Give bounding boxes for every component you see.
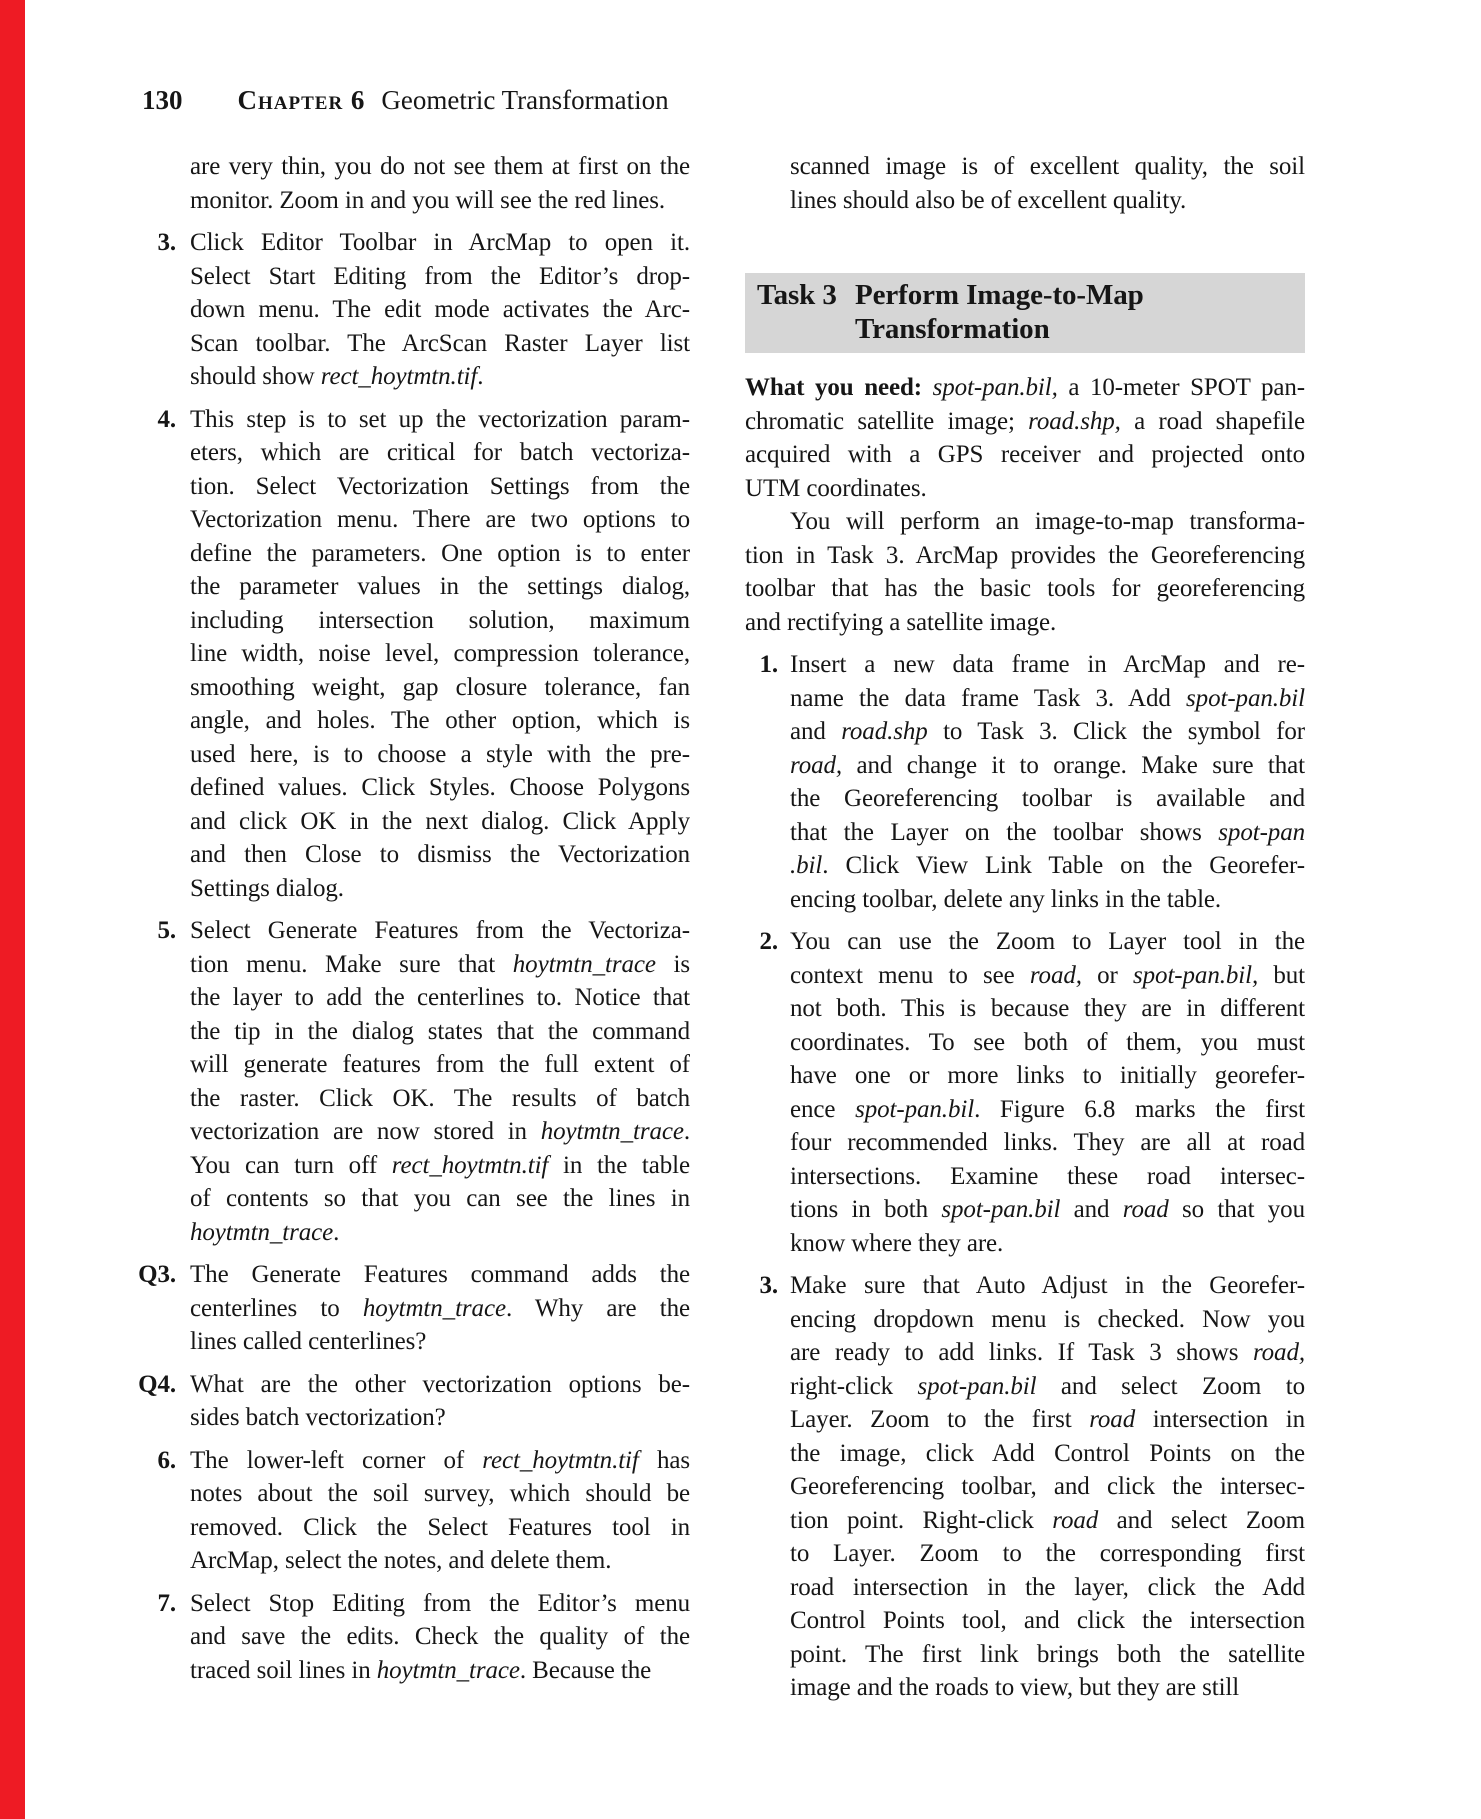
text-line [190, 637, 690, 671]
paragraph-text [190, 150, 690, 217]
text-line [190, 1620, 690, 1654]
text-segment: lines should also be of excellent quality. [790, 186, 1187, 214]
text-line [790, 1437, 1305, 1471]
text-segment: Control Points tool, and click the intersection [790, 1607, 1305, 1634]
text-segment: Layer. Zoom to the first [790, 1406, 1090, 1433]
text-segment: The lower-left corner of [190, 1446, 483, 1474]
text-line [790, 1470, 1305, 1504]
text-line [190, 872, 690, 906]
text-segment: . Why are the [505, 1294, 690, 1322]
text-segment: Select Generate Features from the Vectoriza- [190, 917, 690, 944]
text-segment: UTM coordinates. [745, 474, 927, 502]
text-line [790, 1160, 1305, 1194]
text-line [790, 1227, 1305, 1261]
text-line [790, 682, 1305, 716]
text-line [790, 1336, 1305, 1370]
text-line [190, 1401, 690, 1435]
text-segment: spot-pan.bil [1186, 684, 1305, 712]
text-line [790, 1571, 1305, 1605]
page-number: 130 [142, 85, 183, 115]
text-segment: intersections. Examine these road intersec- [790, 1162, 1305, 1190]
item-number: 4. [157, 405, 176, 433]
text-segment: including intersection solution, maximum [190, 606, 690, 634]
text-line [190, 1149, 690, 1183]
text-segment: hoytmtn_trace [512, 950, 656, 978]
text-segment: Click Editor Toolbar in ArcMap to open it. [190, 229, 690, 256]
text-segment: spot-pan.bil, [1133, 961, 1259, 989]
text-segment: rect_hoytmtn.tif [320, 363, 478, 390]
text-line [790, 1059, 1305, 1093]
item-number-spacer [133, 150, 190, 217]
text-segment: smoothing weight, gap closure tolerance, fan [190, 673, 690, 701]
text-segment: and select Zoom [1098, 1506, 1305, 1534]
text-line [190, 1082, 690, 1116]
text-segment: to Task 3. Click the symbol for [927, 718, 1305, 745]
text-segment: notes about the soil survey, which should be [190, 1480, 690, 1507]
text-line [190, 570, 690, 604]
text-line [190, 604, 690, 638]
text-segment: will generate features from the full extent of [190, 1051, 690, 1078]
text-segment: and click OK in the next dialog. Click Apply [190, 807, 690, 835]
text-segment: and rectifying a satellite image. [745, 608, 1057, 636]
text-segment: a road shapefile [1120, 407, 1305, 435]
task-number-label: Task 3 [757, 279, 837, 311]
text-segment: Scan toolbar. The ArcScan Raster Layer list [190, 329, 690, 357]
task-3-heading [745, 273, 1305, 353]
text-line [190, 150, 690, 184]
question-text [190, 1368, 690, 1435]
text-line [745, 405, 1305, 439]
text-line [190, 360, 690, 394]
text-segment: What are the other vectorization options be- [190, 1370, 690, 1398]
text-segment: . Click View Link Table on the Georefer- [822, 852, 1305, 879]
text-line [790, 749, 1305, 783]
text-segment: Georeferencing toolbar, and click the intersec- [790, 1473, 1305, 1500]
item-number: 5. [157, 917, 176, 944]
text-segment: lines called centerlines? [190, 1328, 427, 1355]
text-segment: and [790, 718, 842, 745]
text-line [190, 403, 690, 437]
text-segment: spot-pan.bil [855, 1095, 975, 1123]
question-item-q3 [133, 1258, 690, 1359]
text-segment: hoytmtn_trace [190, 1218, 334, 1246]
list-item-3 [133, 226, 690, 394]
text-line [190, 1654, 690, 1688]
text-segment: image and the roads to view, but they are still [790, 1674, 1240, 1701]
item-text [190, 914, 690, 1249]
text-segment: rect_hoytmtn.tif [391, 1151, 549, 1179]
text-segment: defined values. Click Styles. Choose Polygons [190, 774, 690, 801]
text-segment: road, [1029, 961, 1082, 989]
text-segment: spot-pan [1218, 818, 1305, 846]
text-line [190, 184, 690, 218]
text-line [790, 1303, 1305, 1337]
text-line [190, 671, 690, 705]
text-segment: the tip in the dialog states that the command [190, 1017, 690, 1045]
text-line [745, 572, 1305, 606]
text-line [745, 606, 1305, 640]
text-line [790, 715, 1305, 749]
question-label: Q4. [138, 1370, 176, 1398]
text-segment: encing toolbar, delete any links in the table. [790, 885, 1222, 913]
text-segment: road [1052, 1506, 1099, 1534]
text-segment: This step is to set up the vectorization param- [190, 405, 690, 433]
text-segment: road, [790, 751, 843, 779]
text-line [190, 1325, 690, 1359]
text-segment: acquired with a GPS receiver and projected onto [745, 441, 1305, 468]
text-segment: angle, and holes. The other option, which is [190, 707, 690, 734]
text-line [190, 738, 690, 772]
text-segment: and change it to orange. Make sure that [842, 751, 1305, 779]
text-line [790, 1537, 1305, 1571]
text-segment: vectorization are now stored in [190, 1118, 541, 1145]
text-line [790, 1269, 1305, 1303]
what-you-need-paragraph [745, 371, 1305, 505]
item-text [790, 648, 1305, 916]
chapter-title: Geometric Transformation [381, 85, 669, 115]
text-line [190, 1115, 690, 1149]
text-segment: tion in Task 3. ArcMap provides the Georeferencing [745, 541, 1305, 569]
text-line [190, 1368, 690, 1402]
item-text [190, 1587, 690, 1688]
question-text [190, 1258, 690, 1359]
text-segment: tion point. Right-click [790, 1506, 1053, 1534]
text-segment: know where they are. [790, 1229, 1004, 1257]
item-number: 2. [759, 928, 778, 955]
text-segment: Insert a new data frame in ArcMap and re- [790, 651, 1305, 678]
text-segment: centerlines to [190, 1294, 363, 1322]
text-line [790, 1671, 1305, 1705]
text-segment: down menu. The edit mode activates the Arc- [190, 296, 690, 323]
text-segment: in the table [548, 1151, 690, 1179]
text-segment: You will perform an image-to-map transforma- [790, 508, 1305, 535]
text-line [190, 981, 690, 1015]
running-head [142, 85, 669, 115]
item-text [190, 403, 690, 906]
text-segment: four recommended links. They are all at road [790, 1129, 1305, 1156]
text-segment: road.shp, [1028, 407, 1121, 435]
text-segment: . [683, 1118, 690, 1145]
text-segment: hoytmtn_trace [376, 1656, 520, 1684]
text-line [790, 959, 1305, 993]
chapter-edge-stripe [0, 0, 25, 1819]
paragraph-text [790, 150, 1305, 217]
text-line [190, 1587, 690, 1621]
text-segment: the parameter values in the settings dialog, [190, 573, 690, 600]
text-segment: has [638, 1446, 690, 1474]
text-line [190, 1216, 690, 1250]
text-segment: are very thin, you do not see them at first on the [190, 153, 690, 180]
text-segment: that the Layer on the toolbar shows [790, 818, 1219, 846]
text-segment: .bil [790, 852, 823, 879]
text-segment: define the parameters. One option is to enter [190, 539, 690, 567]
text-segment: context menu to see [790, 961, 1030, 989]
text-line [190, 1444, 690, 1478]
text-segment: spot-pan.bil [941, 1196, 1061, 1223]
text-segment: You can turn off [190, 1151, 392, 1179]
text-line [790, 1126, 1305, 1160]
text-line [190, 226, 690, 260]
text-segment: chromatic satellite image; [745, 407, 1029, 435]
text-segment: right-click [790, 1372, 918, 1400]
text-line [190, 914, 690, 948]
item-text [790, 1269, 1305, 1705]
text-line [790, 1504, 1305, 1538]
item-text [190, 1444, 690, 1578]
text-line [790, 1193, 1305, 1227]
text-segment: spot-pan.bil, [932, 374, 1058, 401]
text-segment: coordinates. To see both of them, you must [790, 1028, 1305, 1056]
item-number: 7. [157, 1589, 176, 1617]
text-segment: and then Close to dismiss the Vectorization [190, 841, 690, 868]
text-segment: You can use the Zoom to Layer tool in the [790, 928, 1305, 955]
paragraph-continuation [133, 150, 690, 217]
text-segment: road intersection in the layer, click the Add [790, 1573, 1305, 1601]
text-line [790, 925, 1305, 959]
text-line [190, 1182, 690, 1216]
text-line [190, 1511, 690, 1545]
text-line [790, 1638, 1305, 1672]
text-segment: have one or more links to initially georefer- [790, 1062, 1305, 1089]
text-segment: What you need: [745, 374, 933, 401]
text-line [745, 505, 1305, 539]
text-line [190, 1292, 690, 1326]
intro-paragraph [745, 505, 1305, 639]
text-segment: rect_hoytmtn.tif [482, 1446, 639, 1474]
text-line [790, 1093, 1305, 1127]
text-segment: and [1060, 1196, 1123, 1223]
text-segment: the image, click Add Control Points on the [790, 1439, 1305, 1467]
text-segment: ArcMap, select the notes, and delete them. [190, 1547, 612, 1574]
task-title-line2: Transformation [855, 313, 1050, 345]
question-item-q4 [133, 1368, 690, 1435]
text-segment: ence [790, 1095, 856, 1123]
text-segment: monitor. Zoom in and you will see the red lines. [190, 186, 665, 214]
text-line [745, 539, 1305, 573]
text-line [790, 184, 1305, 218]
text-segment: Make sure that Auto Adjust in the Georefer- [790, 1272, 1305, 1299]
text-segment: intersection in [1135, 1406, 1305, 1433]
text-segment: road.shp [841, 718, 928, 745]
task-title [855, 278, 1144, 346]
text-line [190, 470, 690, 504]
text-segment: spot-pan.bil [917, 1372, 1037, 1400]
list-item-5 [133, 914, 690, 1249]
text-line [190, 838, 690, 872]
text-segment: eters, which are critical for batch vectoriza- [190, 439, 690, 466]
item-text [790, 925, 1305, 1260]
text-line [790, 648, 1305, 682]
text-segment: . [477, 363, 484, 390]
text-segment: should show [190, 363, 321, 390]
question-label: Q3. [138, 1261, 176, 1288]
text-segment: but [1258, 961, 1305, 989]
text-segment: . Because the [519, 1656, 652, 1684]
text-segment: of contents so that you can see the lines in [190, 1185, 690, 1212]
item-text [190, 226, 690, 394]
text-segment: Select Stop Editing from the Editor’s menu [190, 1589, 690, 1617]
text-line [790, 992, 1305, 1026]
text-segment: . Figure 6.8 marks the first [974, 1095, 1305, 1123]
text-segment: to Layer. Zoom to the corresponding first [790, 1540, 1305, 1567]
text-segment: the raster. Click OK. The results of batch [190, 1084, 690, 1112]
text-line [190, 260, 690, 294]
text-segment: encing dropdown menu is checked. Now you [790, 1305, 1305, 1333]
text-segment: hoytmtn_trace [362, 1294, 506, 1322]
item-number: 6. [157, 1446, 176, 1474]
list-item-2 [745, 925, 1305, 1260]
text-segment: . [333, 1218, 340, 1246]
text-segment: hoytmtn_trace [540, 1118, 684, 1145]
text-segment: and select Zoom to [1036, 1372, 1305, 1400]
text-line [190, 1258, 690, 1292]
text-segment: are ready to add links. If Task 3 shows [790, 1339, 1253, 1366]
list-item-3 [745, 1269, 1305, 1705]
text-line [190, 1477, 690, 1511]
item-number-spacer [745, 150, 790, 217]
text-line [790, 849, 1305, 883]
text-line [790, 1026, 1305, 1060]
text-segment: Settings dialog. [190, 874, 344, 902]
list-item-7 [133, 1587, 690, 1688]
text-segment: the layer to add the centerlines to. Notice that [190, 984, 690, 1011]
text-line [790, 1403, 1305, 1437]
text-segment: tions in both [790, 1196, 942, 1223]
text-segment: a 10-meter SPOT pan- [1057, 374, 1305, 401]
text-segment: is [655, 950, 690, 978]
chapter-label: Chapter 6 [237, 85, 366, 115]
text-segment: Select Start Editing from the Editor’s drop- [190, 262, 690, 290]
text-segment: not both. This is because they are in different [790, 995, 1305, 1022]
text-segment: sides batch vectorization? [190, 1404, 446, 1431]
text-segment: Vectorization menu. There are two options to [190, 506, 690, 533]
text-line [190, 704, 690, 738]
text-line [190, 948, 690, 982]
list-item-6 [133, 1444, 690, 1578]
text-segment: tion menu. Make sure that [190, 950, 513, 978]
text-line [790, 883, 1305, 917]
text-segment: The Generate Features command adds the [190, 1261, 690, 1288]
text-segment: scanned image is of excellent quality, the soil [790, 153, 1305, 180]
text-segment: tion. Select Vectorization Settings from the [190, 472, 690, 500]
text-line [190, 771, 690, 805]
text-line [790, 782, 1305, 816]
text-segment: road [1089, 1406, 1136, 1433]
text-segment: so that you [1168, 1196, 1305, 1223]
text-line [745, 371, 1305, 405]
text-line [790, 816, 1305, 850]
text-segment: the Georeferencing toolbar is available and [790, 785, 1305, 812]
list-item-4 [133, 403, 690, 906]
text-segment: and save the edits. Check the quality of the [190, 1623, 690, 1650]
text-line [190, 503, 690, 537]
text-segment: road, [1252, 1339, 1305, 1366]
text-segment: or [1081, 961, 1134, 989]
text-line [790, 150, 1305, 184]
right-column [745, 150, 1305, 1705]
text-line [190, 537, 690, 571]
text-segment: toolbar that has the basic tools for georeferencing [745, 575, 1305, 602]
item-number: 3. [759, 1272, 778, 1299]
text-line [190, 293, 690, 327]
left-column [133, 150, 690, 1687]
paragraph-continuation [745, 150, 1305, 217]
item-number: 3. [157, 229, 176, 256]
text-line [745, 438, 1305, 472]
text-line [190, 1544, 690, 1578]
text-line [745, 472, 1305, 506]
text-segment: removed. Click the Select Features tool in [190, 1513, 690, 1541]
text-line [790, 1370, 1305, 1404]
text-segment: line width, noise level, compression tolerance, [190, 640, 690, 667]
text-line [190, 1015, 690, 1049]
list-item-1 [745, 648, 1305, 916]
item-number: 1. [759, 651, 778, 678]
text-segment: used here, is to choose a style with the pre- [190, 740, 690, 768]
text-segment: point. The first link brings both the satellite [790, 1640, 1305, 1668]
text-line [790, 1604, 1305, 1638]
task-title-line1: Perform Image-to-Map [855, 279, 1144, 311]
text-line [190, 1048, 690, 1082]
text-segment: road [1122, 1196, 1169, 1223]
text-line [190, 327, 690, 361]
text-line [190, 436, 690, 470]
text-line [190, 805, 690, 839]
text-segment: name the data frame Task 3. Add [790, 684, 1187, 712]
text-segment: traced soil lines in [190, 1656, 377, 1684]
